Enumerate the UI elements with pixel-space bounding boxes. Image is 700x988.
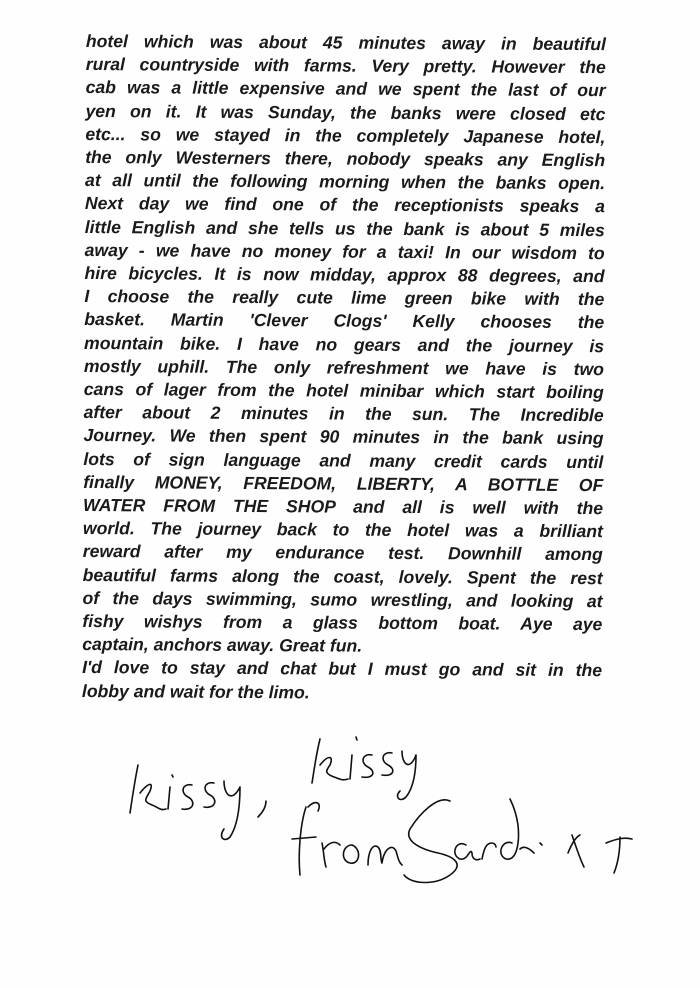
letter-line: lobby and wait for the limo. [81,680,310,703]
letter-line: hotel which was about 45 minutes away in beautiful [85,30,606,55]
letter-line: Journey. We then spent 90 minutes in the bank using [83,425,604,449]
signature-stroke [320,758,348,780]
letter-line: of the days swimming, sumo wrestling, and looking at [82,587,603,612]
letter-line: etc... so we stayed in the completely Japanese hotel, [85,123,606,147]
letter-line: I'd love to stay and chat but I must go and sit in the [82,657,603,681]
letter-line: little English and she tells us the bank is about 5 miles [84,216,605,240]
signature-stroke [312,739,320,783]
signature-stroke [322,842,340,867]
signature-stroke [258,801,266,817]
letter-line: beautiful farms along the coast, lovely. Spent the rest [82,564,603,588]
letter-line: rural countryside with farms. Very pretty. However the [85,54,606,78]
signature-stroke [356,737,357,740]
signature-stroke [292,803,319,875]
letter-line: WATER FROM THE SHOP and all is well with the [83,495,604,519]
signature-stroke [404,800,457,883]
signature-stroke [382,753,393,776]
letter-line: world. The journey back to the hotel was a brilliant [82,518,604,542]
signature-stroke [182,785,193,810]
letter-line: mostly uphill. The only refreshment we have is two [83,355,604,380]
letter-line: finally MONEY, FREEDOM, LIBERTY, A BOTTLE OF [83,471,604,496]
letter-line: cans of lager from the hotel minibar which start boiling [83,379,604,403]
signature-stroke [172,775,173,777]
letter-line: mountain bike. I have no gears and the journey is [84,332,605,356]
signature-stroke [455,844,480,860]
signature-stroke [540,843,542,845]
signature-stroke [482,843,496,859]
signature-stroke [204,783,215,808]
signature-stroke [362,755,373,778]
letter-line: hire bicycles. It is now midday, approx 88 degrees, and [84,263,605,287]
signature-drawing [120,725,660,915]
handwritten-signature [120,725,660,915]
signature-stroke [520,847,534,853]
signature-stroke [350,755,352,779]
signature-stroke [222,781,240,839]
letter-line: captain, anchors away. Great fun. [82,634,363,656]
letter-line: away - we have no money for a taxi! In our wisdom to [84,239,605,264]
letter-line: yen on it. It was Sunday, the banks were closed etc [85,100,606,124]
signature-stroke [168,787,170,809]
signature-stroke [398,751,416,799]
letter-line: I choose the really cute lime green bike with the [84,286,605,310]
letter-body [82,30,606,706]
signature-stroke [140,784,166,809]
letter-line: after about 2 minutes in the sun. The Incredible [83,402,604,426]
signature-stroke [501,799,519,859]
letter-line: at all until the following morning when the banks open. [85,170,606,194]
letter-line: the only Westerners there, nobody speaks any English [85,147,606,171]
letter-line: Next day we find one of the receptionists speaks a [84,193,605,217]
letter-line: lots of sign language and many credit cards until [83,448,604,472]
signature-stroke [568,835,584,867]
signature-stroke [130,765,138,813]
signature-stroke [606,837,632,873]
signature-stroke [343,845,358,863]
letter-line: fishy wishys from a glass bottom boat. Aye aye [82,611,603,635]
letter-line: reward after my endurance test. Downhill among [82,541,603,565]
signature-stroke [368,846,402,865]
letter-line: basket. Martin 'Clever Clogs' Kelly chooses the [84,309,605,333]
letter-line: cab was a little expensive and we spent the last of our [85,77,606,101]
